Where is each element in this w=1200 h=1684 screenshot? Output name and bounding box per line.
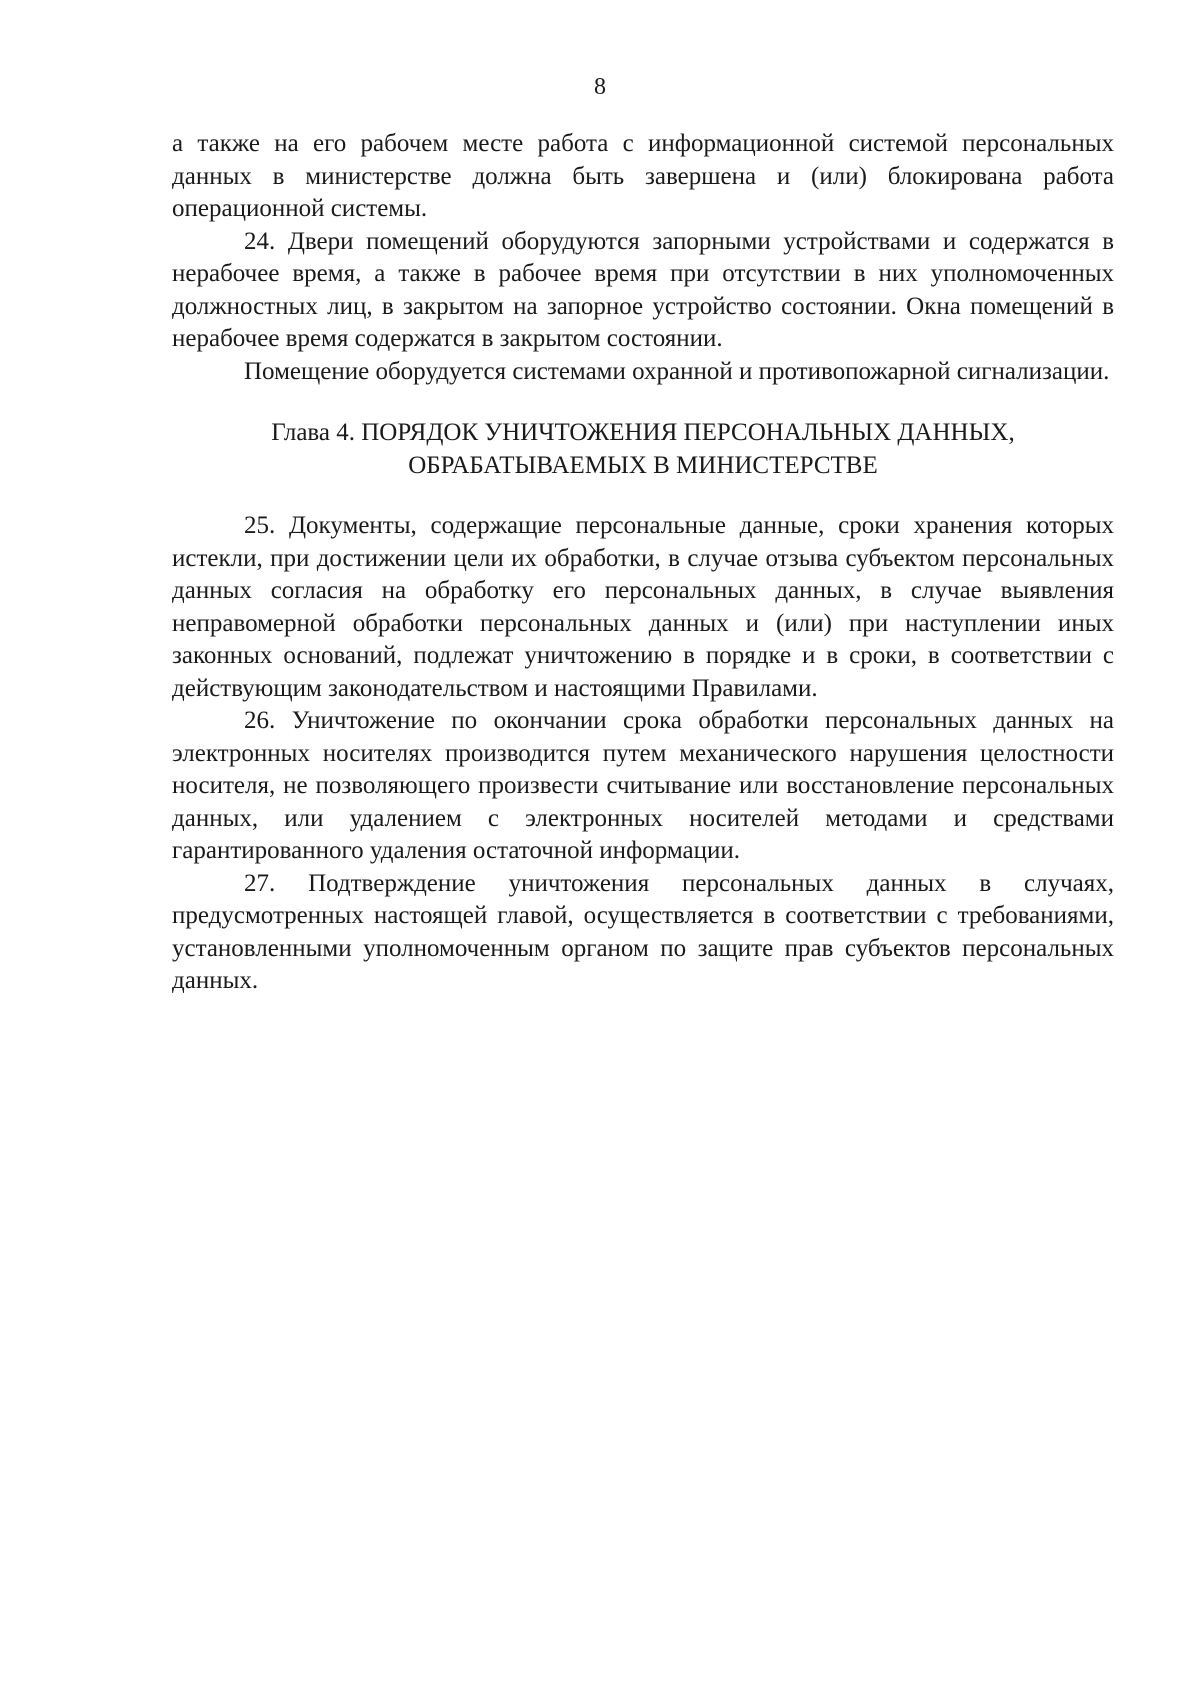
paragraph-24: 24. Двери помещений оборудуются запорными устройствами и содержатся в нерабочее время, а также в рабочее время при отсутствии в них уполномоченных должностных лиц, в закрытом на запорное устройство состоянии. Окна помещений в нерабочее время содержатся в закрытом состоянии.	[172, 227, 1114, 352]
paragraph-26: 26. Уничтожение по окончании срока обработки персональных данных на электронных носителях производится путем механического нарушения целостности носителя, не позволяющего произвести считывание или восстановление персональных данных, или удалением с электронных носителей методами и средствами гарантированного удаления остаточной информации.	[172, 707, 1114, 864]
paragraph-continuation: а также на его рабочем месте работа с информационной системой персональных данных в министерстве должна быть завершена и (или) блокирована работа операционной системы.	[172, 130, 1114, 222]
page-number: 8	[594, 74, 606, 100]
paragraph-premises-alarm: Помещение оборудуется системами охранной и противопожарной сигнализации.	[244, 357, 1110, 385]
paragraph-27: 27. Подтверждение уничтожения персональных данных в случаях, предусмотренных настоящей главой, осуществляется в соответствии с требованиями, установленными уполномоченным органом по защите прав субъектов персональных данных.	[172, 869, 1114, 994]
paragraph-25: 25. Документы, содержащие персональные данные, сроки хранения которых истекли, при достижении цели их обработки, в случае отзыва субъектом персональных данных согласия на обработку его персональных данных, в случае выявления неправомерной обработки персональных данных и (или) при наступлении иных законных оснований, подлежат уничтожению в порядке и в сроки, в соответствии с действующим законодательством и настоящими Правилами.	[172, 512, 1114, 702]
chapter-title-line-2: ОБРАБАТЫВАЕМЫХ В МИНИСТЕРСТВЕ	[408, 452, 878, 479]
chapter-title	[172, 416, 1114, 482]
chapter-title-line-1: Глава 4. ПОРЯДОК УНИЧТОЖЕНИЯ ПЕРСОНАЛЬНЫХ ДАННЫХ,	[271, 419, 1015, 446]
document-body	[172, 128, 1114, 998]
